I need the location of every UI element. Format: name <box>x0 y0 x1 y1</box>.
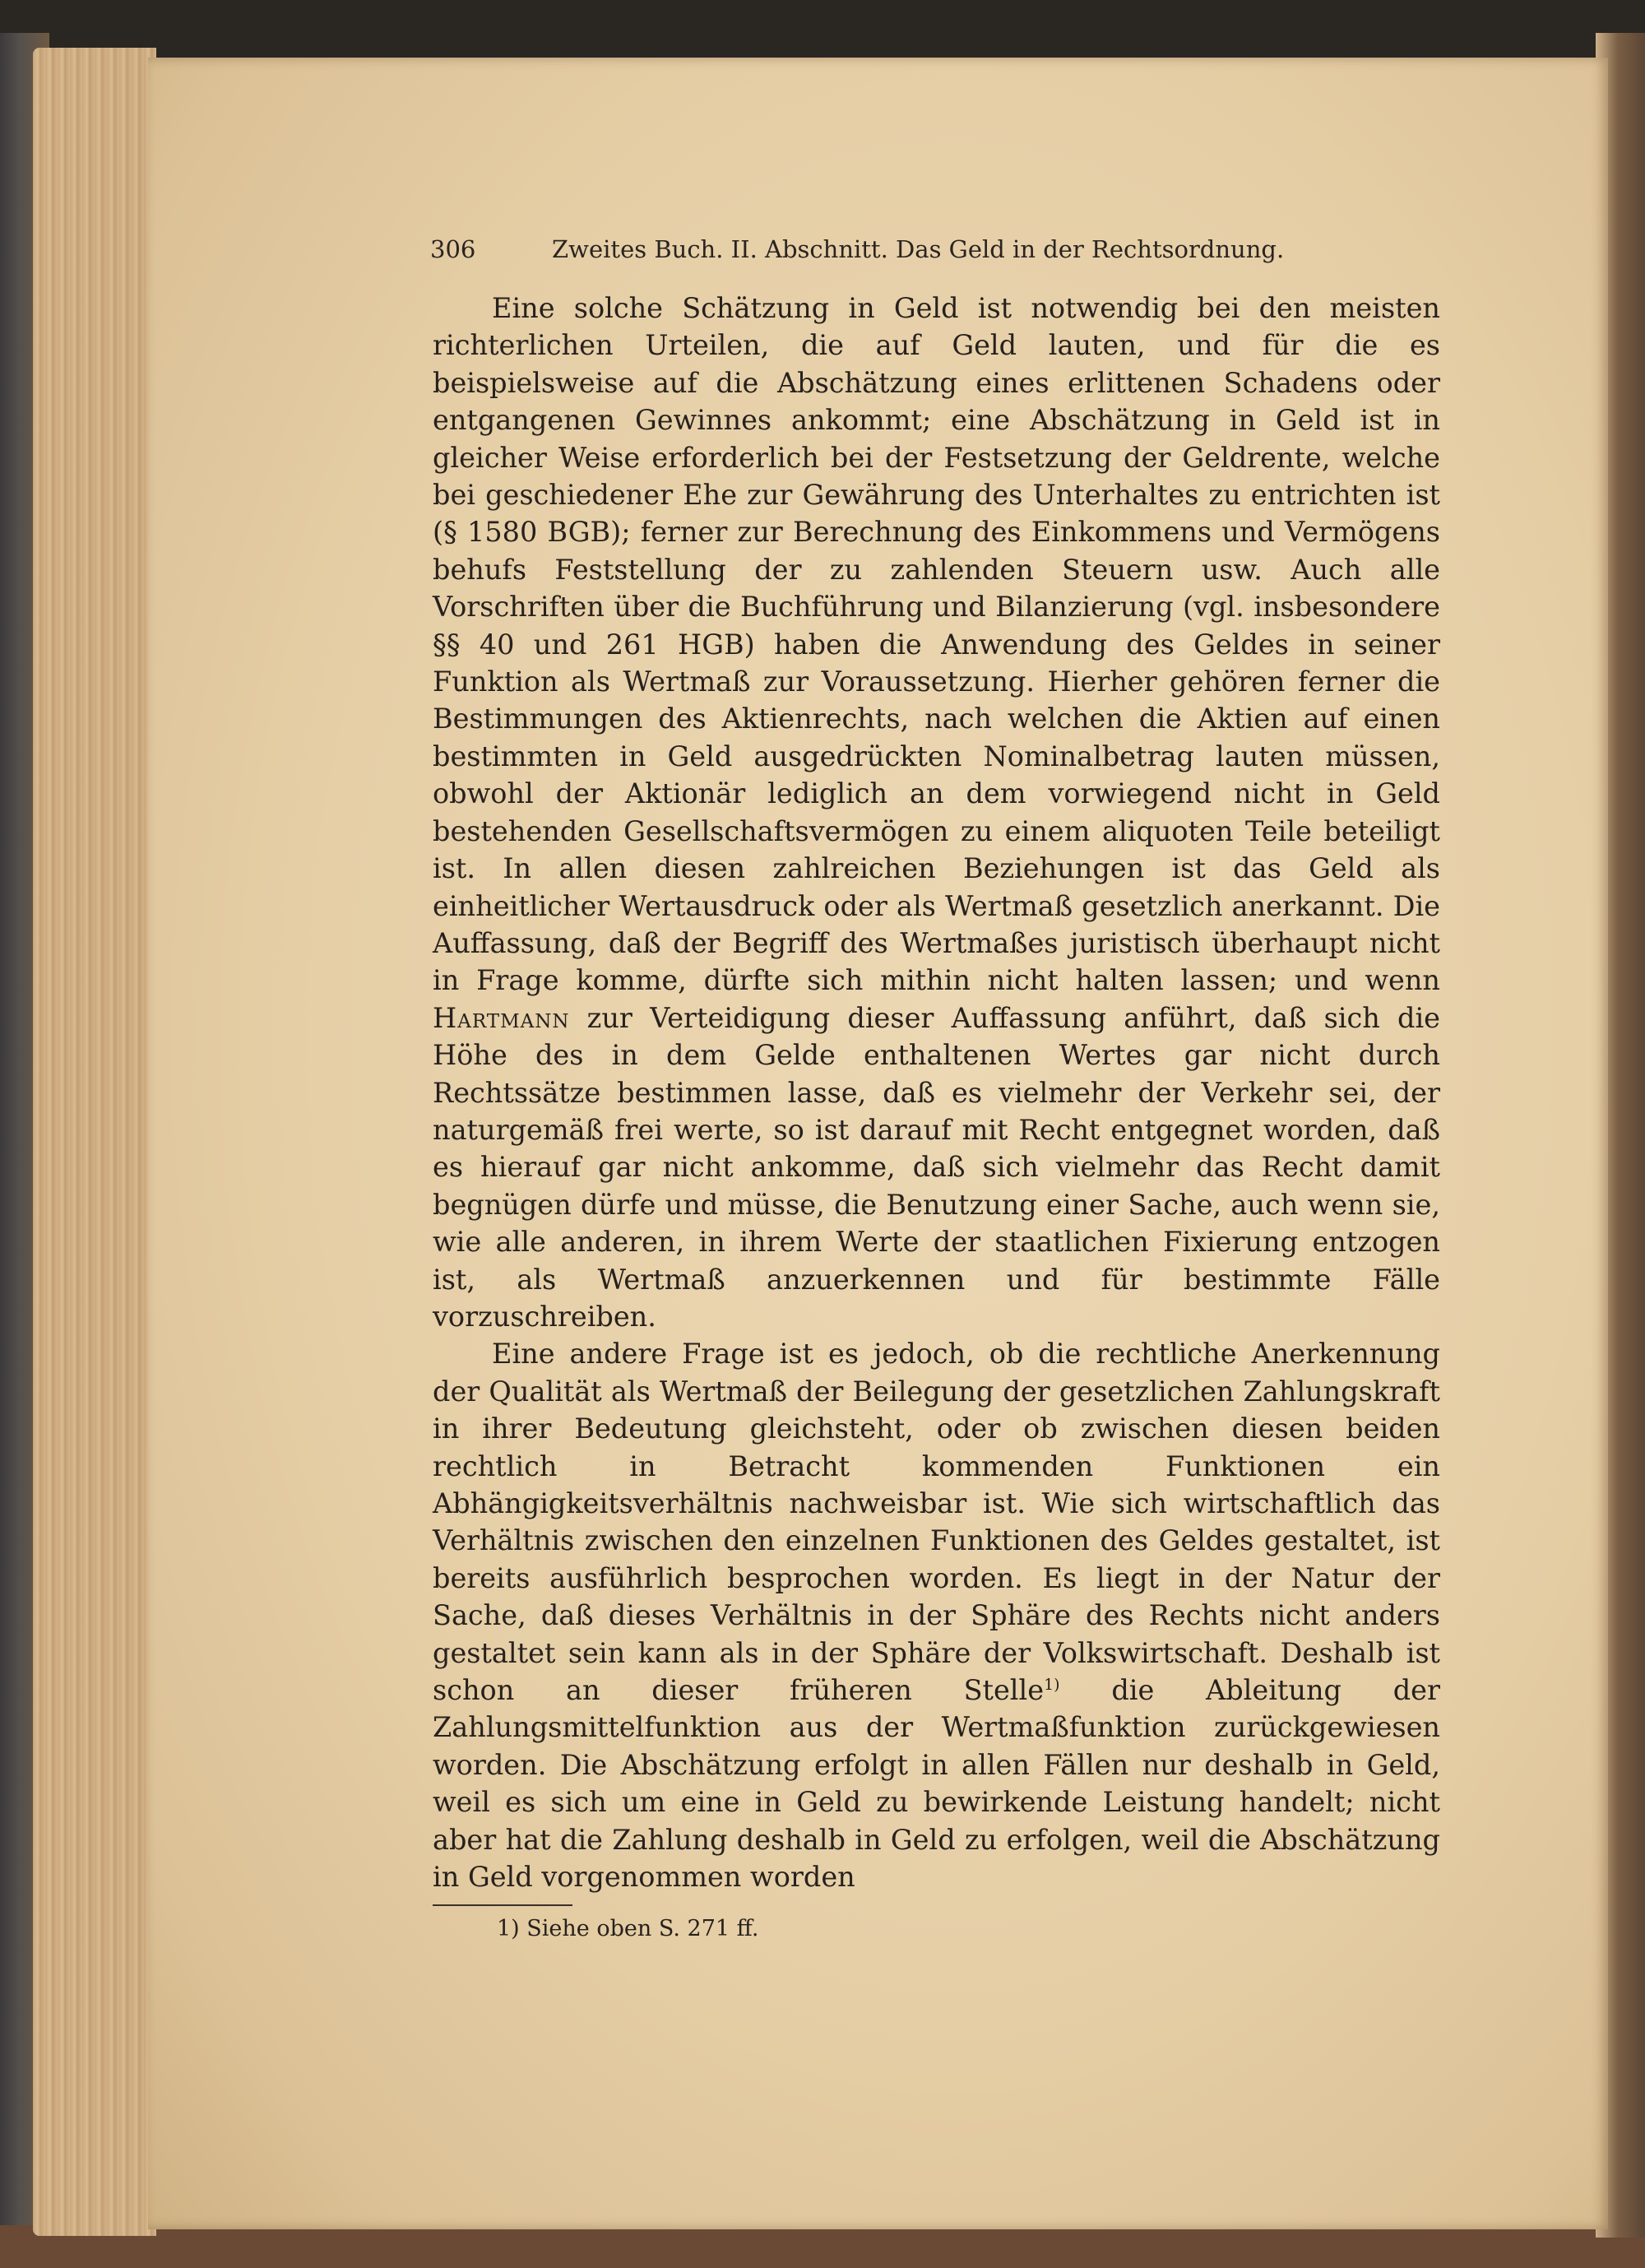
paragraph-1-part-b: zur Verteidigung dieser Auffassung anführt, daß sich die Höhe des in dem Gelde enthaltenen Wertes gar nicht durch Rechtssätze bestimmen lasse, daß es vielmehr der Verkehr sei, der naturgemäß frei werte, so ist darauf mit Recht entgegnet worden, daß es hierauf gar nicht ankomme, daß sich vielmehr das Recht damit begnügen dürfe und müsse, die Benutzung einer Sache, auch wenn sie, wie alle anderen, in ihrem Werte der staatlichen Fixierung entzogen ist, als Wertmaß anzuerkennen und für bestimmte Fälle vorzuschreiben. <box>433 1001 1440 1333</box>
paragraph-1 <box>433 290 1440 1335</box>
page-number: 306 <box>430 235 476 263</box>
paragraph-2-part-b: die Ableitung der Zahlungsmittelfunktion aus der Wertmaßfunktion zurückgewiesen worden. Die Abschätzung erfolgt in allen Fällen nur deshalb in Geld, weil es sich um eine in Geld zu bewirkende Leistung handelt; nicht aber hat die Zahlung deshalb in Geld zu erfolgen, weil die Abschätzung in Geld vorgenommen worden <box>433 1674 1440 1894</box>
body-text <box>433 290 1440 1894</box>
running-head: Zweites Buch. II. Abschnitt. Das Geld in der Rechtsordnung. <box>552 235 1285 263</box>
book-cover-bottom <box>0 2225 1645 2268</box>
paragraph-2-part-a: Eine andere Frage ist es jedoch, ob die rechtliche Anerkennung der Qualität als Wertmaß der Beilegung der gesetzlichen Zahlungskraft in ihrer Bedeutung gleichsteht, oder ob zwischen diesen beiden rechtlich in Betracht kommenden Funktionen ein Abhängigkeitsverhältnis nachweisbar ist. Wie sich wirtschaftlich das Verhältnis zwischen den einzelnen Funktionen des Geldes gestaltet, ist bereits ausführlich besprochen worden. Es liegt in der Natur der Sache, daß dieses Verhältnis in der Sphäre des Rechts nicht anders gestaltet sein kann als in der Sphäre der Volkswirtschaft. Deshalb ist schon an dieser früheren Stelle <box>433 1338 1440 1707</box>
page-stack-edge <box>33 48 156 2236</box>
paragraph-2 <box>433 1335 1440 1895</box>
page-header <box>430 232 1324 267</box>
author-name-hartmann: Hartmann <box>433 1001 570 1034</box>
footnote-reference[interactable]: 1) <box>1044 1675 1060 1694</box>
paragraph-1-part-a: Eine solche Schätzung in Geld ist notwendig bei den meisten richterlichen Urteilen, die auf Geld lauten, und für die es beispielsweise auf die Abschätzung eines erlittenen Schadens oder entgangenen Gewinnes ankommt; eine Abschätzung in Geld ist in gleicher Weise erforderlich bei der Festsetzung der Geldrente, welche bei geschiedener Ehe zur Gewährung des Unterhaltes zu entrichten ist (§ 1580 BGB); ferner zur Berechnung des Einkommens und Vermögens behufs Feststellung der zu zahlenden Steuern usw. Auch alle Vorschriften über die Buchführung und Bilanzierung (vgl. insbesondere §§ 40 und 261 HGB) haben die Anwendung des Geldes in seiner Funktion als Wertmaß zur Voraussetzung. Hierher gehören ferner die Bestimmungen des Aktienrechts, nach welchen die Aktien auf einen bestimmten in Geld ausgedrückten Nominalbetrag lauten müssen, obwohl der Aktionär lediglich an dem vorwiegend nicht in Geld bestehenden Gesellschaftsvermögen zu einem aliquoten Teile beteiligt ist. In allen diesen zahlreichen Beziehungen ist das Geld als einheitlicher Wertausdruck oder als Wertmaß gesetzlich anerkannt. Die Auffassung, daß der Begriff des Wertmaßes juristisch überhaupt nicht in Frage komme, dürfte sich mithin nicht halten lassen; und wenn <box>433 292 1440 997</box>
footnote: 1) Siehe oben S. 271 ff. <box>497 1916 759 1941</box>
footnote-rule <box>433 1904 572 1906</box>
